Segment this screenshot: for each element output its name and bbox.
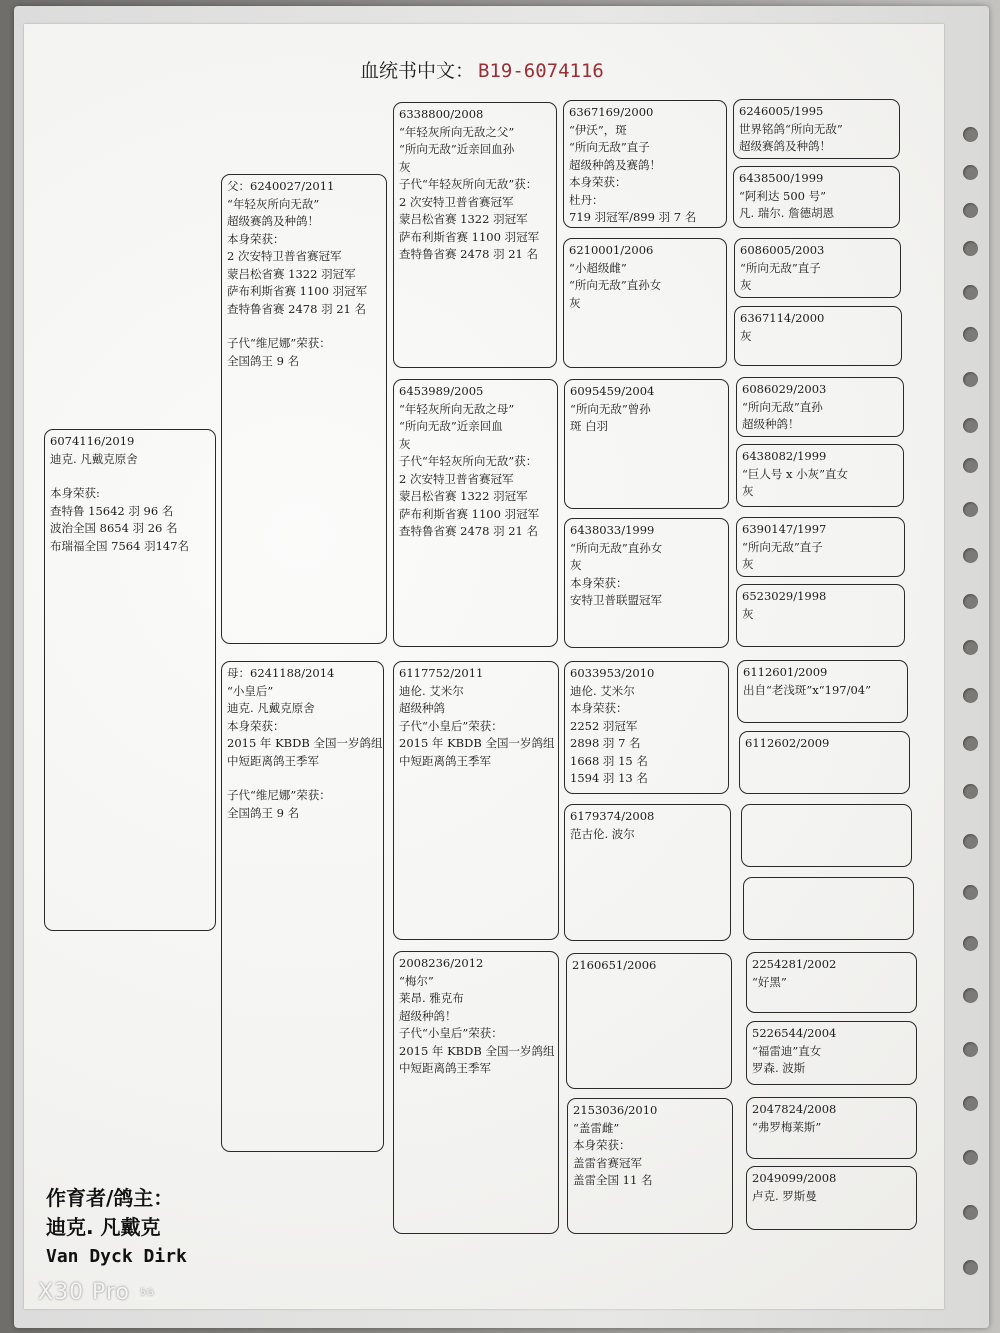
pedigree-line: 6210001/2006	[569, 243, 654, 257]
pedigree-line: “所向无敌”直子	[740, 260, 821, 275]
breeder-info	[46, 1184, 306, 1272]
pedigree-line: 父：6240027/2011	[227, 179, 335, 193]
pedigree-line: 6033953/2010	[570, 666, 655, 680]
pedigree-line: 6086005/2003	[740, 243, 825, 257]
pedigree-line: 罗森. 波斯	[752, 1061, 806, 1075]
pedigree-line	[227, 318, 381, 335]
pedigree-line: 安特卫普联盟冠军	[570, 593, 662, 607]
g11-box	[741, 804, 912, 867]
punch-hole	[963, 241, 978, 256]
pedigree-line: 6523029/1998	[742, 589, 827, 603]
pedigree-line: 6438500/1999	[739, 171, 824, 185]
g5-box	[736, 377, 904, 437]
punch-hole	[963, 885, 978, 900]
fmf-box	[564, 379, 729, 509]
pedigree-line: 盖雷省赛冠军	[573, 1155, 642, 1170]
pedigree-line: 6438033/1999	[570, 523, 655, 537]
punch-hole	[963, 1096, 978, 1111]
pedigree-line: 萨布利斯省赛 1100 羽冠军	[227, 284, 368, 298]
pedigree-line: 灰	[742, 606, 754, 621]
pedigree-line: 盖雷全国 11 名	[573, 1173, 653, 1187]
pedigree-line: “弗罗梅莱斯”	[752, 1119, 822, 1134]
title-label: 血统书中文：	[360, 60, 475, 82]
pedigree-line: 2898 羽 7 名	[570, 736, 641, 750]
punch-hole	[963, 1260, 978, 1275]
pedigree-line: 6179374/2008	[570, 809, 655, 823]
pedigree-line: 灰	[742, 484, 754, 498]
pedigree-line: 斑 白羽	[570, 419, 609, 433]
g6-box	[736, 444, 904, 507]
pedigree-line: 6338800/2008	[399, 107, 484, 121]
pedigree-line: “所向无敌”直子	[569, 140, 650, 154]
punch-hole	[963, 458, 978, 473]
punch-hole	[963, 1205, 978, 1220]
pedigree-line: 超级种鸽！	[399, 1008, 457, 1023]
pedigree-line: 杜丹：	[569, 192, 604, 207]
fff-box	[563, 100, 727, 228]
g7-box	[736, 517, 905, 577]
punch-hole	[963, 834, 978, 849]
punch-hole	[963, 988, 978, 1003]
pedigree-line: “年轻灰所向无敌”	[227, 196, 320, 211]
5g-badge: 5G	[136, 1287, 159, 1299]
pedigree-line: “所向无敌”直子	[742, 539, 823, 554]
pedigree-line: 1594 羽 13 名	[570, 771, 648, 785]
g10-box	[739, 731, 910, 794]
pedigree-line: “盖雷雌”	[573, 1120, 620, 1135]
pigeon-box	[44, 429, 216, 931]
g12-box	[743, 877, 914, 940]
punch-hole	[963, 165, 978, 180]
g4-box	[734, 306, 902, 366]
punch-hole	[963, 502, 978, 517]
pedigree-line: “所向无敌”近亲回血孙	[399, 142, 515, 156]
pedigree-line: 蒙吕松省赛 1322 羽冠军	[399, 489, 528, 503]
pedigree-line: 本身荣获：	[569, 175, 627, 189]
pedigree-line: 灰	[740, 278, 752, 292]
pedigree-line: 查特鲁省赛 2478 羽 21 名	[399, 247, 539, 261]
punch-hole	[963, 327, 978, 342]
mf-box	[393, 661, 559, 940]
punch-hole	[963, 285, 978, 300]
pedigree-line: “所向无敌”近亲回血	[399, 419, 503, 433]
pedigree-line: 子代“年轻灰所向无敌”获：	[399, 177, 538, 191]
mother-box	[221, 661, 384, 1152]
pedigree-line: 灰	[399, 159, 411, 174]
camera-model: X30 Pro	[38, 1280, 130, 1305]
pedigree-line: 中短距离鸽王季军	[399, 753, 491, 768]
pedigree-line: 本身荣获：	[570, 575, 628, 590]
g8-box	[736, 584, 905, 647]
pedigree-line: “小皇后”	[227, 683, 274, 698]
g16-box	[746, 1166, 917, 1230]
punch-hole	[963, 548, 978, 563]
pedigree-line: 凡. 瑞尔. 詹德胡恩	[739, 206, 835, 220]
pedigree-line: 2 次安特卫普省赛冠军	[399, 471, 514, 486]
g14-box	[746, 1021, 917, 1085]
camera-watermark	[38, 1280, 159, 1305]
pedigree-line: 灰	[740, 328, 752, 343]
punch-hole	[963, 127, 978, 142]
pedigree-line: 超级赛鸽及种鸽！	[739, 139, 831, 153]
ring-number: B19-6074116	[478, 60, 604, 82]
g15-box	[746, 1097, 917, 1159]
pedigree-line: 6390147/1997	[742, 522, 827, 536]
pedigree-line: 5226544/2004	[752, 1026, 837, 1040]
pedigree-line: 范古伦. 波尔	[570, 826, 635, 841]
pedigree-line: 中短距离鸽王季军	[227, 753, 319, 768]
father-box	[221, 174, 387, 644]
pedigree-line: 6086029/2003	[742, 382, 827, 396]
pedigree-line: “所向无敌”直孙女	[569, 278, 662, 292]
pedigree-line: 本身荣获：	[227, 231, 285, 246]
pedigree-line: 查特鲁 15642 羽 96 名	[50, 503, 174, 518]
pedigree-line: 2015 年 KBDB 全国一岁鸽组	[227, 736, 383, 750]
pedigree-line: 6246005/1995	[739, 104, 824, 118]
pedigree-line: 2252 羽冠军	[570, 718, 638, 733]
breeder-name-cn: 迪克. 凡戴克	[46, 1215, 161, 1239]
pedigree-line: “巨人号 x 小灰”直女	[742, 466, 849, 481]
pedigree-line: 1668 羽 15 名	[570, 753, 648, 768]
pedigree-line: 迪伦. 艾米尔	[570, 683, 635, 698]
pedigree-line: 2049099/2008	[752, 1171, 837, 1185]
pedigree-line: 6112601/2009	[743, 665, 828, 679]
pedigree-line: 2015 年 KBDB 全国一岁鸽组	[399, 736, 555, 750]
pedigree-line: 子代“维尼娜”荣获：	[227, 336, 331, 350]
mm-box	[393, 951, 559, 1234]
fmm-box	[564, 518, 729, 648]
pedigree-line: 2 次安特卫普省赛冠军	[227, 249, 342, 263]
fm-box	[393, 379, 558, 647]
pedigree-line: 全国鸽王 9 名	[227, 353, 300, 368]
breeder-name-en: Van Dyck Dirk	[46, 1246, 187, 1267]
pedigree-line: “年轻灰所向无敌之母”	[399, 401, 515, 416]
mmf-box	[566, 953, 732, 1089]
pedigree-line: 本身荣获：	[573, 1138, 631, 1152]
pedigree-line: 灰	[399, 436, 411, 451]
pedigree-line: “伊沃”，斑	[569, 122, 627, 137]
mfm-box	[564, 804, 731, 941]
pedigree-line: 卢克. 罗斯曼	[752, 1188, 817, 1203]
g9-box	[737, 660, 908, 723]
pedigree-line: 超级赛鸽及种鸽！	[227, 214, 319, 228]
pedigree-line: 6367114/2000	[740, 311, 825, 325]
pedigree-line: “梅尔”	[399, 973, 434, 988]
breeder-label: 作育者/鸽主：	[46, 1186, 174, 1210]
punch-hole	[963, 936, 978, 951]
pedigree-line: 灰	[569, 295, 581, 310]
g3-box	[734, 238, 901, 298]
ffm-box	[563, 238, 727, 368]
ff-box	[393, 102, 557, 368]
pedigree-title	[360, 56, 690, 86]
pedigree-line: “所向无敌”直孙	[742, 399, 823, 414]
mff-box	[564, 661, 729, 794]
pedigree-line: 超级种鸽	[399, 701, 445, 715]
pedigree-line: 灰	[742, 557, 754, 571]
pedigree-line: 本身荣获：	[227, 718, 285, 733]
pedigree-line: 布瑞福全国 7564 羽147名	[50, 538, 190, 553]
pedigree-line: 2047824/2008	[752, 1102, 837, 1116]
pedigree-line: 2254281/2002	[752, 957, 837, 971]
pedigree-line: 迪克. 凡戴克原舍	[50, 451, 138, 466]
pedigree-line: 莱昂. 雅克布	[399, 991, 464, 1005]
punch-hole	[963, 594, 978, 609]
g2-box	[733, 166, 900, 228]
punch-hole	[963, 1042, 978, 1057]
punch-hole	[963, 688, 978, 703]
pedigree-line: 波治全国 8654 羽 26 名	[50, 521, 178, 535]
pedigree-line: 6095459/2004	[570, 384, 655, 398]
pedigree-line: 6117752/2011	[399, 666, 484, 680]
pedigree-line: 萨布利斯省赛 1100 羽冠军	[399, 506, 540, 521]
pedigree-line: 蒙吕松省赛 1322 羽冠军	[399, 212, 528, 226]
pedigree-line: 灰	[570, 558, 582, 572]
pedigree-line: 2153036/2010	[573, 1103, 658, 1117]
mmm-box	[567, 1098, 733, 1234]
punch-hole	[963, 1150, 978, 1165]
pedigree-line: “年轻灰所向无敌之父”	[399, 124, 515, 139]
punch-hole	[963, 736, 978, 751]
pedigree-line: 本身荣获:	[50, 486, 100, 500]
g13-box	[746, 952, 917, 1013]
pedigree-line: 全国鸽王 9 名	[227, 805, 300, 820]
punch-hole	[963, 640, 978, 655]
pedigree-line: 萨布利斯省赛 1100 羽冠军	[399, 229, 540, 244]
pedigree-line: 2008236/2012	[399, 956, 484, 970]
pedigree-line: 中短距离鸽王季军	[399, 1061, 491, 1075]
pedigree-line: 超级种鸽及赛鸽！	[569, 157, 661, 172]
pedigree-line: 查特鲁省赛 2478 羽 21 名	[399, 524, 539, 538]
pedigree-line: “所向无敌”直孙女	[570, 540, 663, 555]
punch-hole	[963, 203, 978, 218]
pedigree-line: 迪伦. 艾米尔	[399, 683, 464, 698]
pedigree-line: 6367169/2000	[569, 105, 654, 119]
punch-hole	[963, 784, 978, 799]
pedigree-line: 世界铭鸽“所向无敌”	[739, 121, 843, 136]
pedigree-line: 出自“老浅斑”x“197/04”	[743, 682, 871, 697]
pedigree-line: “小超级雌”	[569, 260, 627, 275]
pedigree-line: 迪克. 凡戴克原舍	[227, 701, 315, 715]
pedigree-line: 子代“年轻灰所向无敌”获：	[399, 454, 538, 468]
pedigree-line: 蒙吕松省赛 1322 羽冠军	[227, 266, 356, 281]
pedigree-line: 6074116/2019	[50, 434, 135, 448]
pedigree-line: 子代“小皇后”荣获：	[399, 718, 503, 733]
pedigree-line: “福雷迪”直女	[752, 1043, 822, 1058]
pedigree-line	[227, 770, 378, 787]
pedigree-line: 子代“维尼娜”荣获：	[227, 788, 331, 802]
punch-hole	[963, 372, 978, 387]
pedigree-line: 2 次安特卫普省赛冠军	[399, 194, 514, 209]
pedigree-line	[50, 468, 210, 485]
pedigree-line: 6438082/1999	[742, 449, 827, 463]
pedigree-line: 2160651/2006	[572, 958, 657, 972]
pedigree-line: 2015 年 KBDB 全国一岁鸽组	[399, 1043, 555, 1058]
pedigree-line: 超级种鸽！	[742, 417, 800, 431]
punch-hole	[963, 418, 978, 433]
pedigree-line: “好黑”	[752, 974, 787, 989]
pedigree-line: 719 羽冠军/899 羽 7 名	[569, 210, 697, 224]
pedigree-line: 6453989/2005	[399, 384, 484, 398]
pedigree-line: “阿利达 500 号”	[739, 188, 827, 203]
pedigree-line: 母：6241188/2014	[227, 666, 335, 680]
g1-box	[733, 99, 900, 159]
pedigree-line: “所向无敌”曾孙	[570, 401, 651, 416]
pedigree-line: 本身荣获：	[570, 701, 628, 715]
pedigree-line: 6112602/2009	[745, 736, 830, 750]
pedigree-line: 查特鲁省赛 2478 羽 21 名	[227, 301, 367, 316]
pedigree-line: 子代“小皇后”荣获：	[399, 1026, 503, 1040]
